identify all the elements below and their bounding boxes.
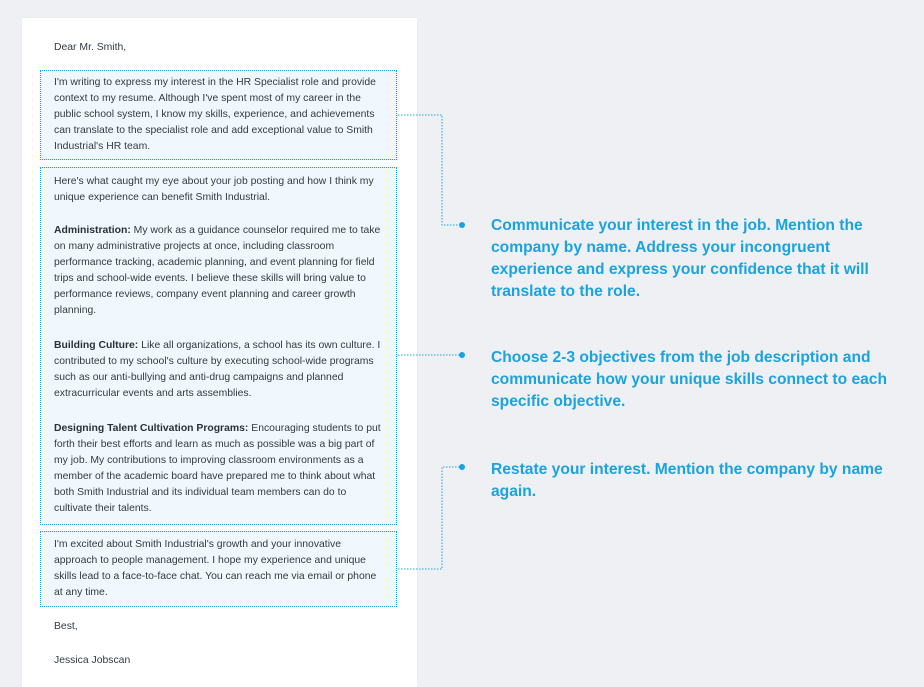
connector-dot-closing [459, 464, 465, 470]
building-culture-text: Like all organizations, a school has its own culture. I contributed to my school's culture by executing school-wide programs such as our anti-bullying and anti-drug campaigns and planned extracurricular events and arts assemblies. [54, 340, 381, 399]
connector-intro [398, 115, 460, 225]
talent-cultivation-text: Encouraging students to put forth their best efforts and learn as much as possible was a big part of my job. My contributions to improving classroom environments as a member of the academic board have prepared me to think about what both Smith Industrial and its individual team members can do to cultivate their talents. [54, 423, 381, 514]
signoff: Best, [54, 621, 78, 632]
administration-text: My work as a guidance counselor required me to take on many administrative projects at once, including classroom performance tracking, academic planning, and event planning for field trips and school-wide events. I believe these skills will bring value to performance reviews, company event planning and career growth planning. [54, 225, 381, 316]
connector-closing [398, 467, 460, 569]
annotation-closing: Restate your interest. Mention the company by name again. [491, 461, 883, 500]
annotation-intro: Communicate your interest in the job. Mention the company by name. Address your incongruent experience and express your confidence that it will translate to the role. [491, 217, 869, 300]
body-lead-paragraph: Here's what caught my eye about your job posting and how I think my unique experience can benefit Smith Industrial. [54, 176, 374, 203]
building-culture-title: Building Culture: [54, 340, 139, 351]
closing-paragraph: I'm excited about Smith Industrial's growth and your innovative approach to people management. I hope my experience and unique skills lead to a face-to-face chat. You can reach me via email or phone at any time. [54, 539, 377, 598]
signature: Jessica Jobscan [54, 655, 131, 666]
talent-cultivation-title: Designing Talent Cultivation Programs: [54, 423, 249, 434]
salutation: Dear Mr. Smith, [54, 42, 127, 53]
connector-dot-body [459, 352, 465, 358]
annotation-body: Choose 2-3 objectives from the job description and communicate how your unique skills connect to each specific objective. [491, 349, 887, 410]
intro-paragraph: I'm writing to express my interest in the HR Specialist role and provide context to my resume. Although I've spent most of my career in the public school system, I know my skills, experience, and achievements can translate to the specialist role and add exceptional value to Smith Industrial's HR team. [54, 77, 376, 152]
connector-dot-intro [459, 222, 465, 228]
administration-title: Administration: [54, 225, 131, 236]
